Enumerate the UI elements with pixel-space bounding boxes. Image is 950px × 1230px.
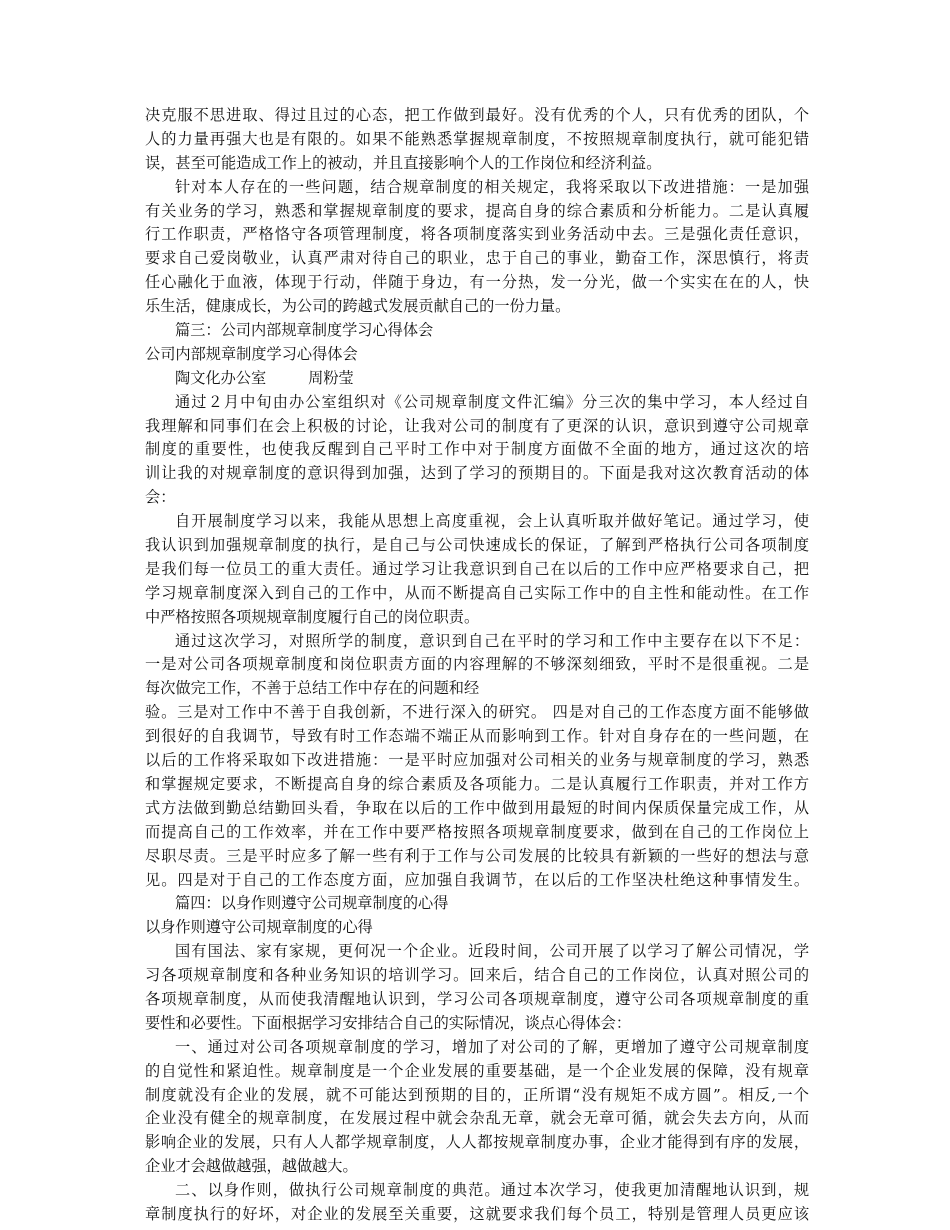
text-line: 学习规章制度深入到自己的工作中，从而不断提高自己实际工作中的自主性和能动性。在工作 [145,583,809,602]
author-name: 周粉莹 [308,368,354,387]
text-line: 国有国法、家有家规，更何况一个企业。近段时间，公司开展了以学习了解公司情况，学 [175,942,809,961]
text-line: 会： [145,488,176,507]
text-line: 验。三是对工作中不善于自我创新，不进行深入的研究。 四是对自己的工作态度方面不能够做 [145,703,809,722]
text-line: 是我们每一位员工的重大责任。通过学习让我意识到自己在以后的工作中应严格要求自己，把 [145,559,809,578]
text-line: 任心融化于血液，体现于行动，伴随于身边，有一分热，发一分光，做一个实实在在的人，快 [145,273,809,292]
text-line: 而提高自己的工作效率，并在工作中要严格按照各项规章制度要求，做到在自己的工作岗位上 [145,822,809,841]
text-line: 制度的重要性，也使我反醒到自己平时工作中对于制度方面做不全面的地方，通过这次的培 [145,440,809,459]
text-line: 一是对公司各项规章制度和岗位职责方面的内容理解的不够深刻细致，平时不是很重视。二是 [145,655,809,674]
text-line: 我认识到加强规章制度的执行，是自己与公司快速成长的保证，了解到严格执行公司各项制度 [145,536,809,555]
section-heading: 篇四：以身作则遵守公司规章制度的心得 [175,894,449,913]
text-line: 乐生活，健康成长，为公司的跨越式发展贡献自己的一份力量。 [145,297,571,316]
text-line: 我理解和同事们在会上积极的讨论，让我对公司的制度有了更深的认识，意识到遵守公司规章 [145,416,809,435]
text-line: 到很好的自我调节，导致有时工作态端不端正从而影响到工作。针对自身存在的一些问题，在 [145,727,809,746]
text-line: 尽职尽责。三是平时应多了解一些有利于工作与公司发展的比较具有新颖的一些好的想法与意 [145,846,809,865]
author-line [145,367,809,391]
text-line: 一、通过对公司各项规章制度的学习，增加了对公司的了解，更增加了遵守公司规章制度 [175,1037,809,1056]
text-line: 习各项规章制度和各种业务知识的培训学习。回来后，结合自己的工作岗位，认真对照公司的 [145,966,809,985]
text-line: 制度就没有企业的发展，就不可能达到预期的目的，正所谓“没有规矩不成方圆”。相反,一个 [145,1085,809,1104]
text-line: 的自觉性和紧迫性。规章制度是一个企业发展的重要基础，是一个企业发展的保障，没有规章 [145,1061,809,1080]
text-line: 行工作职责，严格恪守各项管理制度，将各项制度落实到业务活动中去。三是强化责任意识， [145,225,809,244]
author-department: 陶文化办公室 [175,368,267,387]
text-line: 要求自己爱岗敬业，认真严肃对待自己的职业，忠于自己的事业，勤奋工作，深思慎行，将责 [145,249,809,268]
text-line: 企业没有健全的规章制度，在发展过程中就会杂乱无章，就会无章可循，就会失去方向，从而 [145,1109,809,1128]
section-title: 公司内部规章制度学习心得体会 [145,344,358,363]
text-line: 针对本人存在的一些问题，结合规章制度的相关规定，我将采取以下改进措施：一是加强 [175,177,809,196]
section-title: 以身作则遵守公司规章制度的心得 [145,918,373,937]
text-line: 决克服不思进取、得过且过的心态，把工作做到最好。没有优秀的个人，只有优秀的团队，个 [145,106,809,124]
text-line: 二、以身作则，做执行公司规章制度的典范。通过本次学习，使我更加清醒地认识到，规 [175,1181,809,1200]
text-line: 通过２月中旬由办公室组织对《公司规章制度文件汇编》分三次的集中学习，本人经过自 [175,392,809,411]
text-line: 有关业务的学习，熟悉和掌握规章制度的要求，提高自身的综合素质和分析能力。二是认真履 [145,201,809,220]
text-line: 中严格按照各项规规章制度履行自己的岗位职责。 [145,607,480,626]
document-page [145,104,809,1227]
text-line: 影响企业的发展，只有人人都学规章制度，人人都按规章制度办事，企业才能得到有序的发展， [145,1133,809,1152]
text-line: 要性和必要性。下面根据学习安排结合自己的实际情况，谈点心得体会： [145,1013,631,1032]
text-line: 企业才会越做越强，越做越大。 [145,1157,358,1176]
section-heading: 篇三：公司内部规章制度学习心得体会 [175,321,434,340]
text-line: 和掌握规定要求，不断提高自身的综合素质及各项能力。二是认真履行工作职责，并对工作方 [145,774,809,793]
text-line: 通过这次学习，对照所学的制度，意识到自己在平时的学习和工作中主要存在以下不足： [175,631,809,650]
text-line: 误，甚至可能造成工作上的被动，并且直接影响个人的工作岗位和经济利益。 [145,153,662,172]
text-line: 以后的工作将采取如下改进措施：一是平时应加强对公司相关的业务与规章制度的学习，熟悉 [145,751,809,770]
text-line: 式方法做到勤总结勤回头看，争取在以后的工作中做到用最短的时间内保质保量完成工作，从 [145,798,809,817]
text-line: 章制度执行的好坏，对企业的发展至关重要，这就要求我们每个员工，特别是管理人员更应该 [145,1204,809,1223]
text-line: 各项规章制度，从而使我清醒地认识到，学习公司各项规章制度，遵守公司各项规章制度的重 [145,989,809,1008]
text-line: 每次做完工作，不善于总结工作中存在的问题和经 [145,679,480,698]
text-line: 见。四是对于自己的工作态度方面，应加强自我调节，在以后的工作坚决杜绝这种事情发生。 [145,870,809,889]
text-line: 人的力量再强大也是有限的。如果不能熟悉掌握规章制度，不按照规章制度执行，就可能犯错 [145,129,809,148]
text-line: 自开展制度学习以来，我能从思想上高度重视，会上认真听取并做好笔记。通过学习，使 [175,512,809,531]
text-line: 训让我的对规章制度的意识得到加强，达到了学习的预期目的。下面是我对这次教育活动的体 [145,464,809,483]
